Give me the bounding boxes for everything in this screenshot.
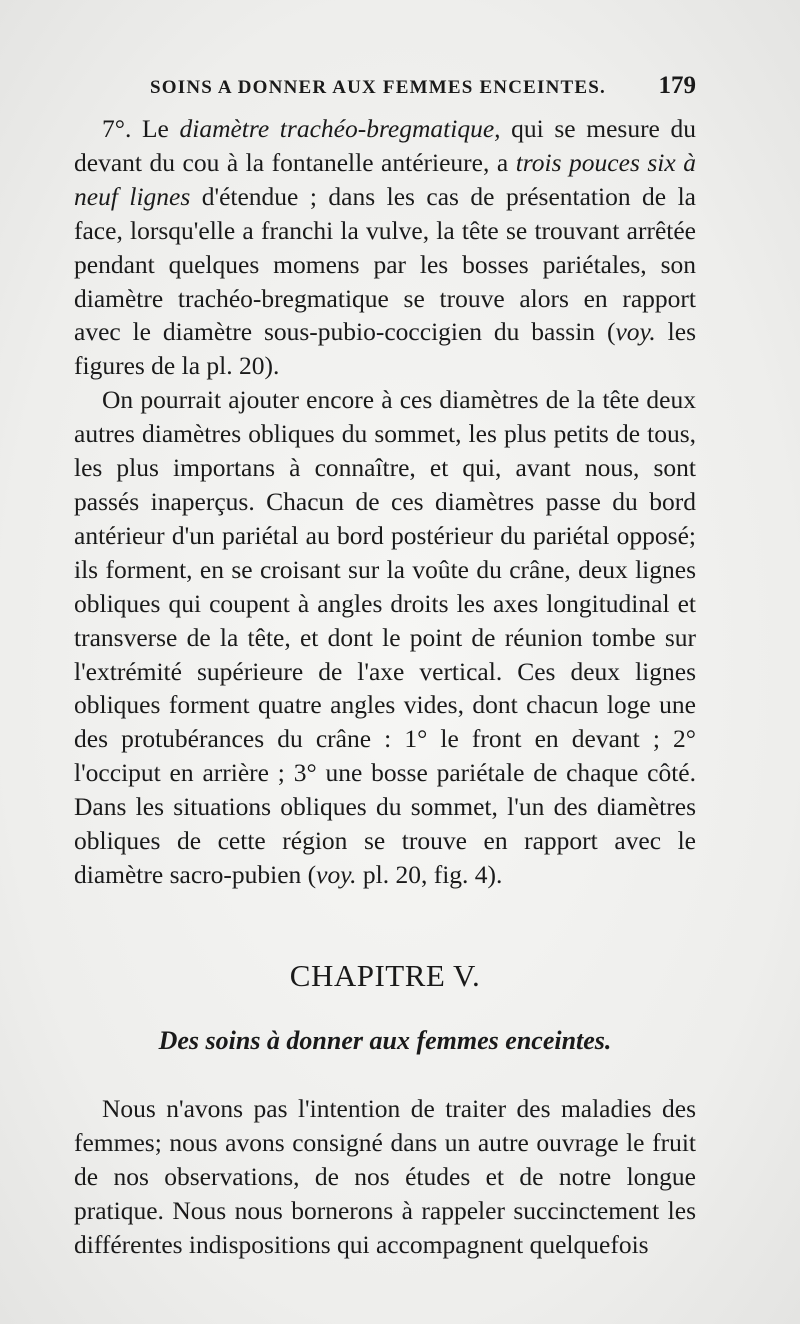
chapter-body-text — [74, 1092, 696, 1262]
paragraph-text: pl. 20, fig. 4). — [356, 859, 503, 889]
paragraph-text: qui se mesure du devant du cou à la fontanelle antérieure, a — [74, 114, 697, 177]
italic-reference: voy. — [615, 317, 656, 347]
paragraph-chapter-intro: Nous n'avons pas l'intention de traiter des maladies des femmes; nous avons consigné dans un autre ouvrage le fruit de nos observations, de nos études et de notre longue pratique. Nous nous bornerons à rappeler succinctement les différentes indispositions qui accompagnent quelquefois — [74, 1094, 696, 1259]
page-number: 179 — [658, 72, 696, 99]
italic-term: diamètre trachéo-bregmatique, — [179, 114, 501, 143]
paragraph-oblique-diameters — [74, 383, 696, 892]
paragraph-text: On pourrait ajouter encore à ces diamètres de la tête deux autres diamètres obliques du sommet, les plus petits de tous, les plus importans à connaître, et qui, avant nous, sont passés inaperçus. Chacun de ces diamètres passe du bord antérieur d'un pariétal au bord postérieur du pariétal opposé; ils forment, en se croisant sur la voûte du crâne, deux lignes obliques qui coupent à angles droits les axes longitudinal et transverse de la tête, et dont le point de réunion tombe sur l'extrémité supérieure de l'axe vertical. Ces deux lignes obliques forment quatre angles vides, dont chacun loge une des protubérances du crâne : 1° le front en devant ; 2° l'occiput en arrière ; 3° une bosse pariétale de chaque côté. Dans les situations obliques du sommet, l'un des diamètres obliques de cette région se trouve en rapport avec le diamètre sacro-pubien ( — [74, 385, 696, 889]
body-text — [74, 112, 696, 892]
paragraph-diameter-7 — [74, 112, 696, 383]
paragraph-lead: 7°. Le — [102, 114, 180, 143]
paragraph-text: les figures de la pl. 20). — [74, 317, 697, 381]
chapter-subtitle: Des soins à donner aux femmes enceintes. — [158, 1026, 612, 1055]
running-title: SOINS A DONNER AUX FEMMES ENCEINTES. — [150, 77, 607, 98]
paragraph-text: d'étendue ; dans les cas de présentation de la face, lorsqu'elle a franchi la vulve, la tête se trouvant arrêtée pendant quelques momens par les bosses pariétales, son diamètre trachéo-bregmatique se trouve alors en rapport avec le diamètre sous-pubio-coccigien du bassin ( — [74, 181, 696, 347]
italic-term: trois pouces six à neuf lignes — [74, 147, 696, 211]
chapter-title: CHAPITRE V. — [289, 958, 481, 993]
italic-reference: voy. — [316, 859, 357, 889]
page-header — [150, 72, 696, 102]
